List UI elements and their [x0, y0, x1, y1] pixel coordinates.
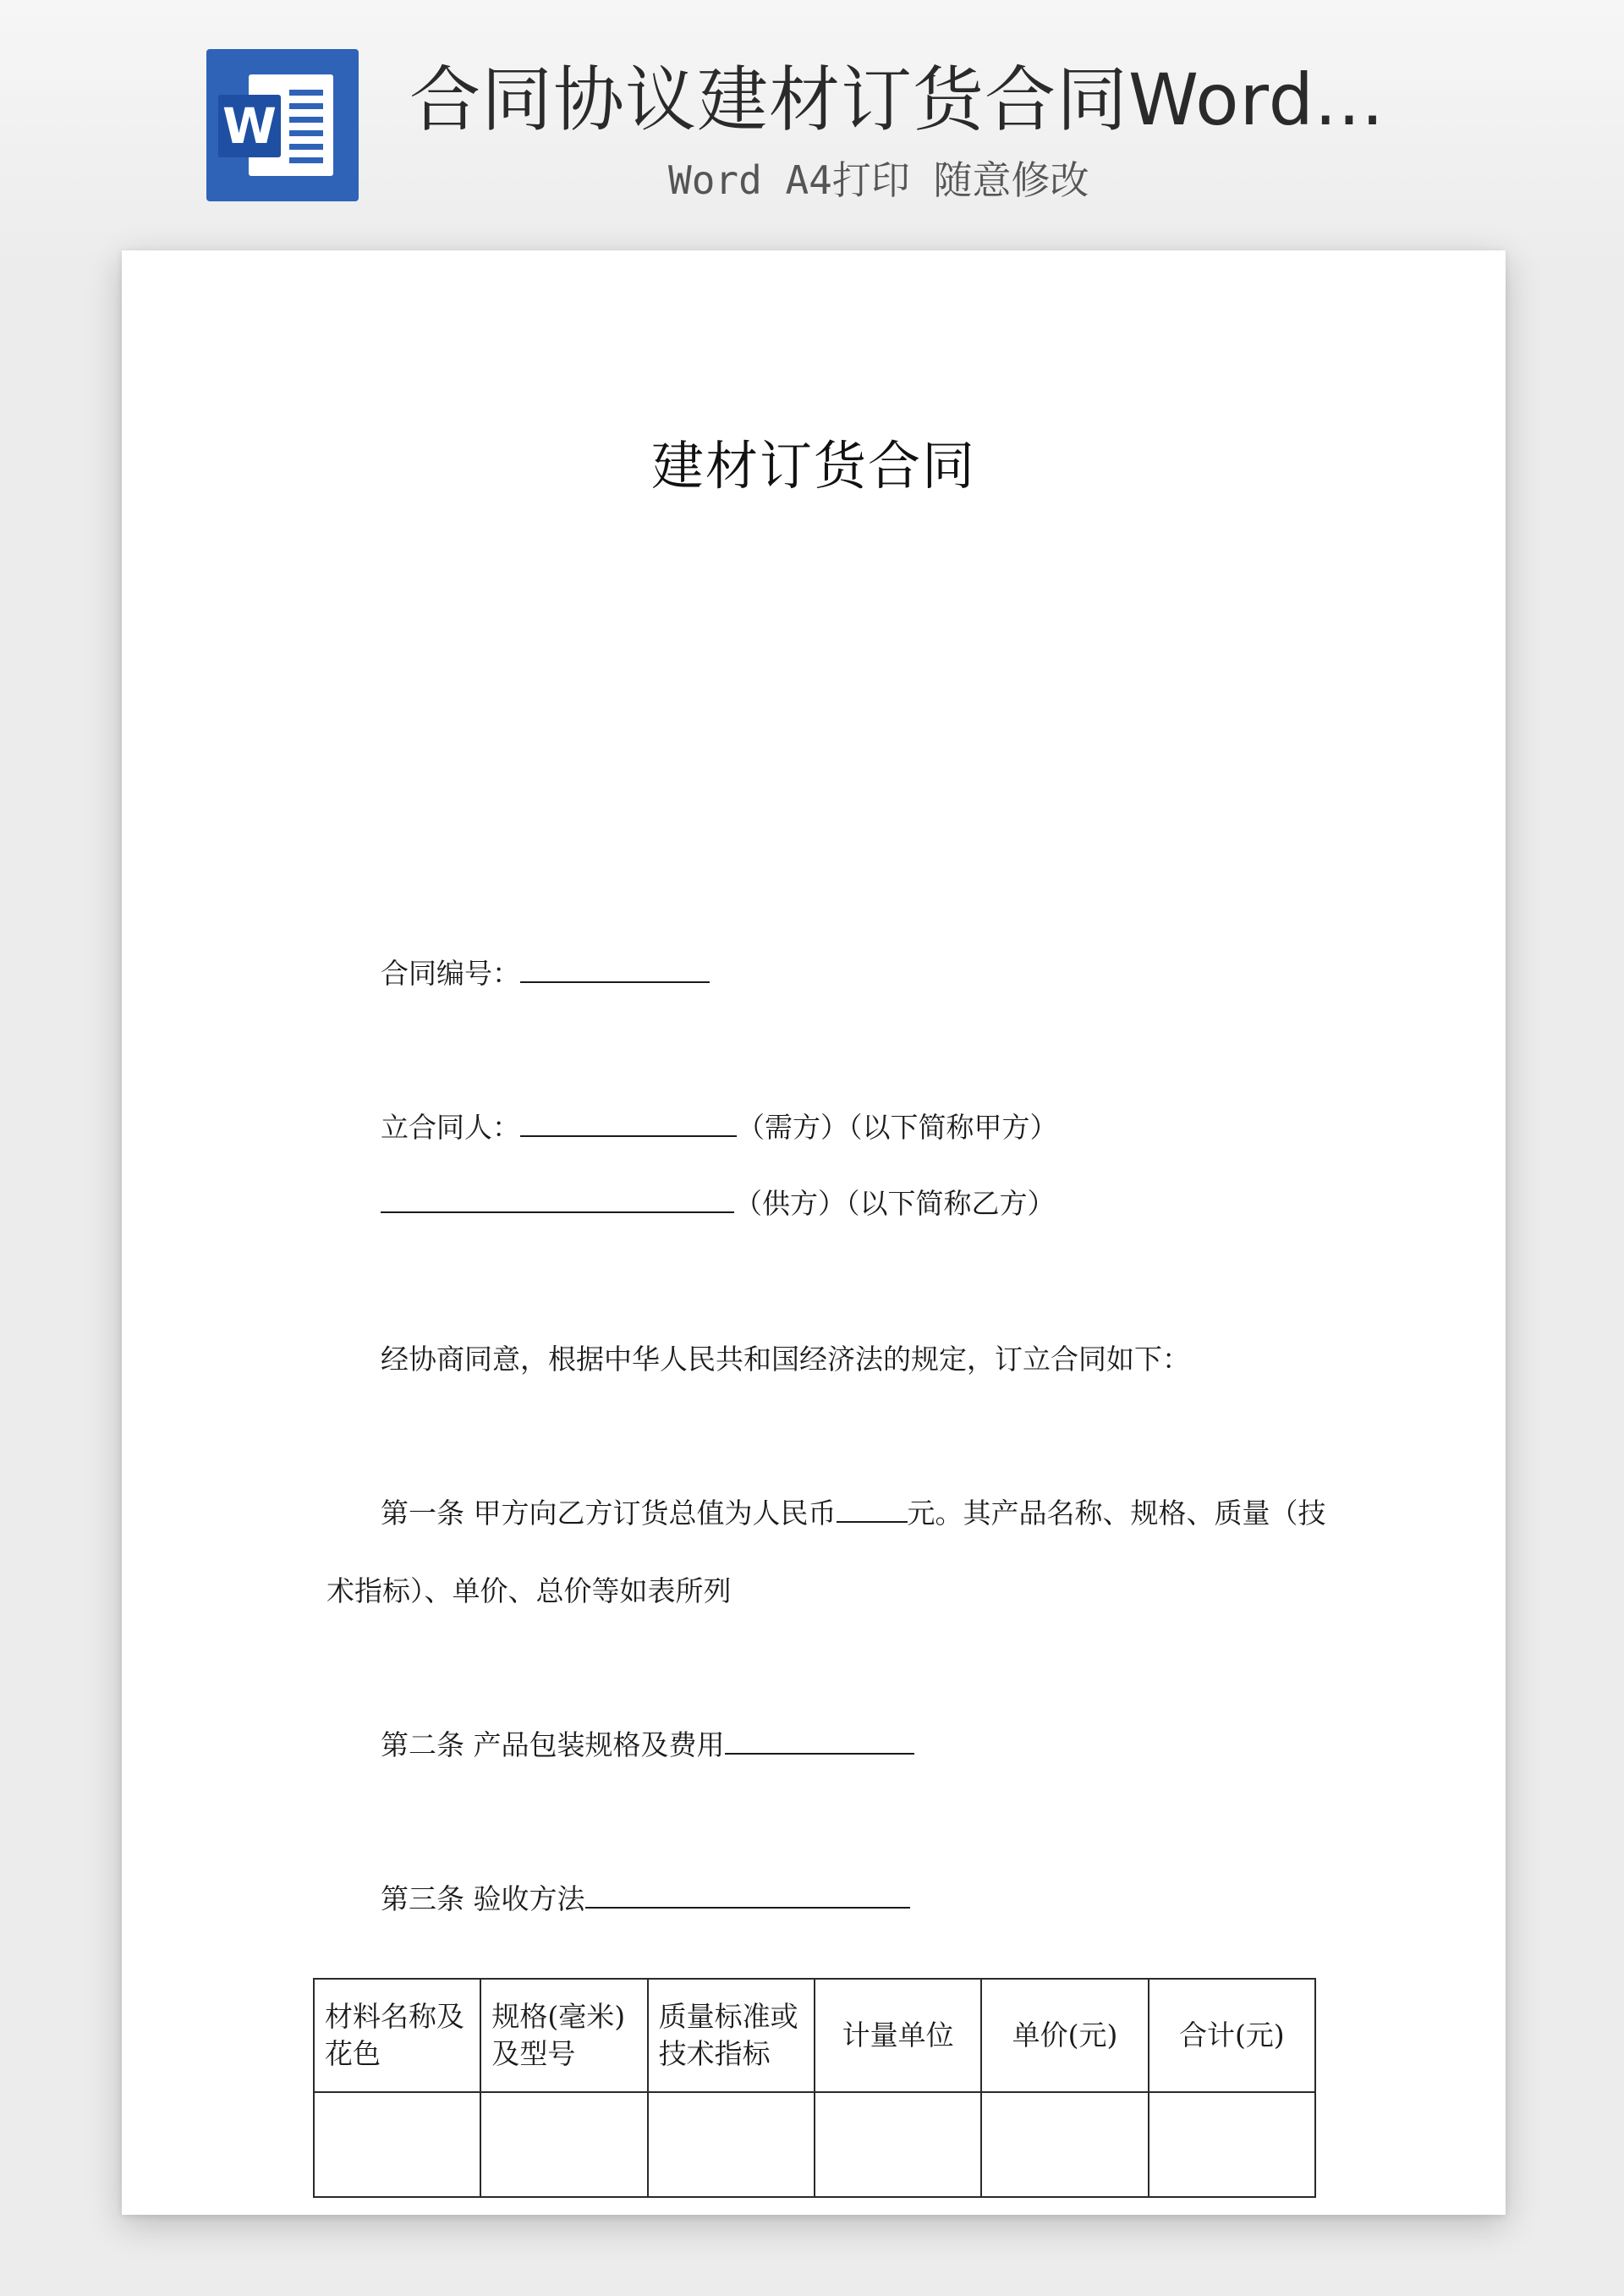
article-1-text-b: 元。其产品名称、规格、质量（技: [907, 1497, 1326, 1530]
page-subtitle: Word A4打印 随意修改: [668, 157, 1089, 203]
article-1-text-a: 第一条 甲方向乙方订货总值为人民币: [381, 1497, 837, 1530]
acceptance-method-blank[interactable]: [585, 1878, 910, 1909]
table-cell[interactable]: [1149, 2092, 1315, 2197]
column-header-spec: 规格(毫米)及型号: [480, 1979, 647, 2092]
packaging-blank[interactable]: [725, 1724, 914, 1755]
article-1-line-2: 术指标）、单价、总价等如表所列: [326, 1574, 732, 1607]
table-cell[interactable]: [480, 2092, 647, 2197]
table-header-row: [314, 1979, 1315, 2092]
contract-number-line: [381, 953, 710, 995]
party-a-line: [381, 1107, 1058, 1149]
party-b-blank[interactable]: [381, 1183, 734, 1213]
word-letter: W: [218, 95, 281, 157]
party-b-note: （供方）（以下简称乙方）: [734, 1187, 1056, 1220]
article-2-text: 第二条 产品包装规格及费用: [381, 1728, 725, 1761]
column-header-quality: 质量标准或技术指标: [648, 1979, 815, 2092]
document-title: 建材订货合同: [650, 435, 976, 497]
intro-paragraph: 经协商同意，根据中华人民共和国经济法的规定，订立合同如下：: [381, 1343, 1190, 1376]
word-icon: [206, 49, 359, 201]
table-row: [314, 2092, 1315, 2197]
table-cell[interactable]: [314, 2092, 480, 2197]
table-cell[interactable]: [815, 2092, 981, 2197]
column-header-material-name: 材料名称及花色: [314, 1979, 480, 2092]
document-page: [122, 250, 1506, 2215]
table-cell[interactable]: [648, 2092, 815, 2197]
contract-number-label: 合同编号：: [381, 957, 520, 990]
article-2-line: [381, 1724, 914, 1766]
column-header-unit-price: 单价(元): [981, 1979, 1148, 2092]
column-header-total: 合计(元): [1149, 1979, 1315, 2092]
total-value-blank[interactable]: [837, 1492, 908, 1523]
article-3-line: [381, 1878, 910, 1920]
party-a-note: （需方）（以下简称甲方）: [737, 1111, 1058, 1144]
contract-number-blank[interactable]: [520, 953, 710, 983]
column-header-unit: 计量单位: [815, 1979, 981, 2092]
party-a-blank[interactable]: [520, 1107, 737, 1137]
party-b-line: [381, 1183, 1056, 1225]
table-cell[interactable]: [981, 2092, 1148, 2197]
article-3-text: 第三条 验收方法: [381, 1882, 585, 1915]
page-title: 合同协议建材订货合同Word...: [409, 58, 1385, 141]
parties-label: 立合同人：: [381, 1111, 520, 1144]
article-1-line-1: [381, 1492, 1326, 1535]
materials-table: [313, 1978, 1316, 2198]
